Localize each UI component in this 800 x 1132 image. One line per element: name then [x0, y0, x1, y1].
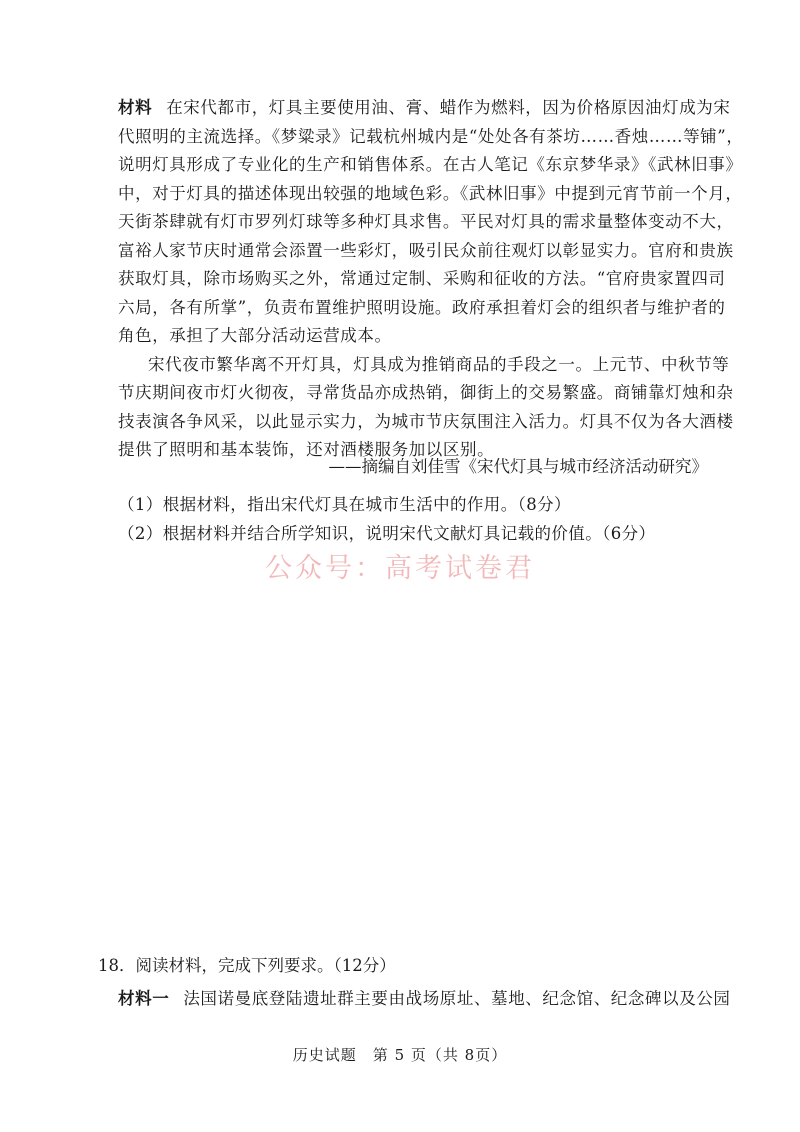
- question-18-material-1: [118, 988, 731, 1010]
- watermark-text: 公众号：高考试卷君: [265, 553, 535, 584]
- material-line-4: 中，对于灯具的描述体现出较强的地域色彩。《武林旧事》中提到元宵节前一个月，: [118, 184, 743, 203]
- material-line-7: 获取灯具，除市场购买之外，常通过定制、采购和征收的方法。“官府贵家置四司: [118, 269, 726, 288]
- material-line-3: 说明灯具形成了专业化的生产和销售体系。在古人笔记《东京梦华录》《武林旧事》: [118, 155, 743, 174]
- material-line-10: 宋代夜市繁华离不开灯具，灯具成为推销商品的手段之一。上元节、中秋节等: [148, 355, 730, 374]
- material-line-13: 提供了照明和基本装饰，还对酒楼服务加以区别。: [118, 440, 495, 459]
- material-source: ——摘编自刘佳雪《宋代灯具与城市经济活动研究》: [328, 457, 708, 476]
- question-2: （2）根据材料并结合所学知识，说明宋代文献灯具记载的价值。（6分）: [118, 524, 656, 543]
- material-line-5: 天街茶肆就有灯市罗列灯球等多种灯具求售。平民对灯具的需求量整体变动不大，: [118, 212, 734, 231]
- material-line-1: [118, 97, 731, 119]
- material-line-9: 角色，承担了大部分活动运营成本。: [118, 326, 392, 345]
- material-line-11: 节庆期间夜市灯火彻夜，寻常货品亦成热销，御街上的交易繁盛。商铺靠灯烛和杂: [118, 383, 734, 402]
- material-line-2: 代照明的主流选择。《梦粱录》记载杭州城内是“处处各有茶坊……香烛……等铺”，: [118, 127, 744, 146]
- material-1-label: 材料一: [118, 989, 170, 1008]
- material-text: 在宋代都市，灯具主要使用油、膏、蜡作为燃料，因为价格原因油灯成为宋: [166, 98, 731, 117]
- material-line-12: 技表演各争风采，以此显示实力，为城市节庆氛围注入活力。灯具不仅为各大酒楼: [118, 412, 734, 431]
- material-1-text: 法国诺曼底登陆遗址群主要由战场原址、墓地、纪念馆、纪念碑以及公园: [183, 989, 731, 1008]
- question-1: （1）根据材料，指出宋代灯具在城市生活中的作用。（8分）: [118, 495, 571, 514]
- material-line-6: 富裕人家节庆时通常会添置一些彩灯，吸引民众前往观灯以彰显实力。官府和贵族: [118, 241, 734, 260]
- material-label: 材料: [118, 98, 153, 117]
- page-footer: 历史试题 第 5 页（共 8页）: [292, 1046, 508, 1064]
- question-18-title: 18．阅读材料，完成下列要求。（12分）: [98, 956, 396, 975]
- material-line-8: 六局，各有所掌”，负责布置维护照明设施。政府承担着灯会的组织者与维护者的: [118, 298, 726, 317]
